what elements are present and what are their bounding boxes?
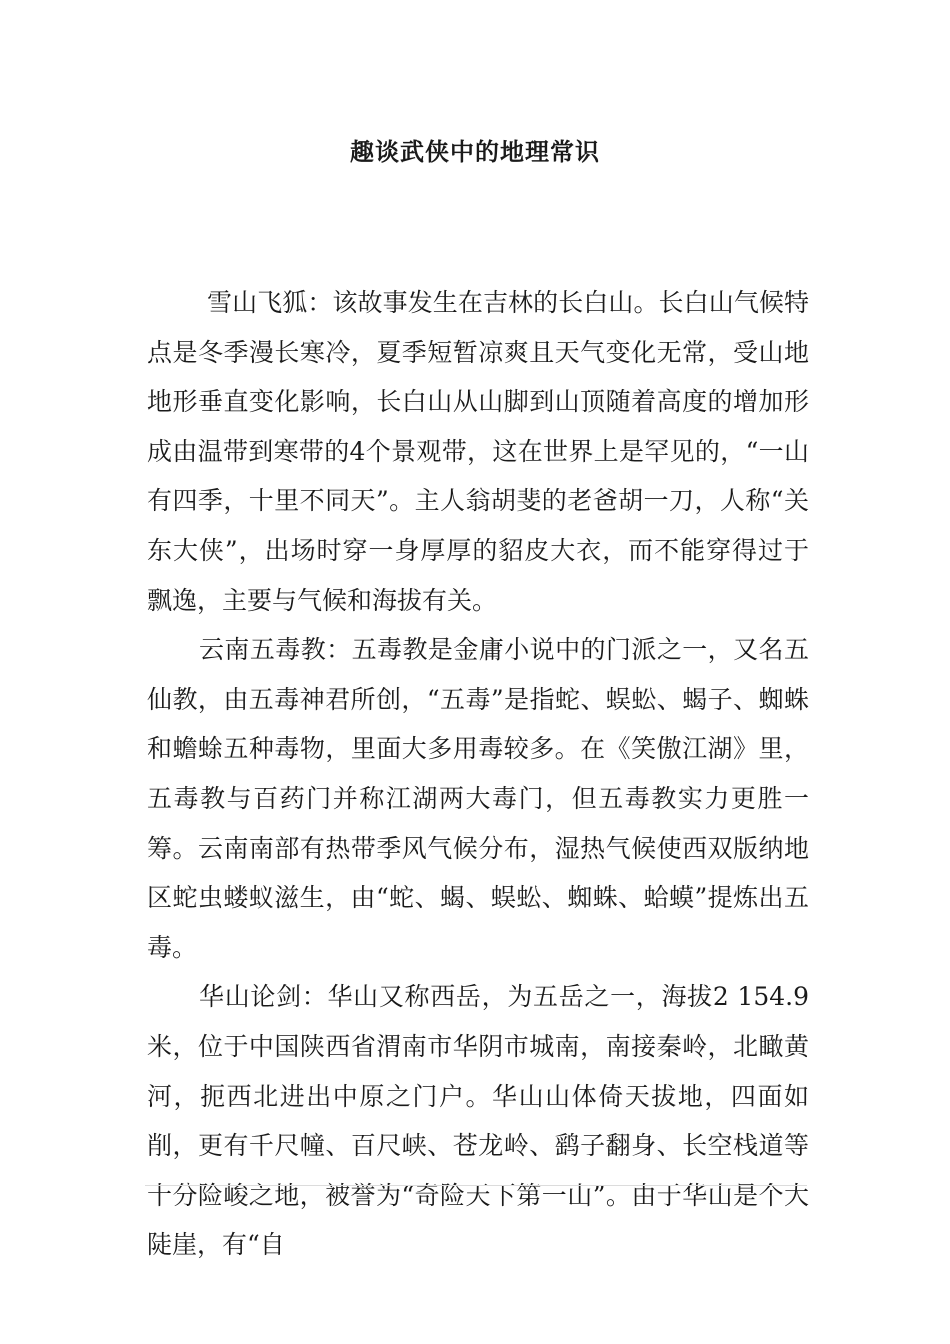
document-body xyxy=(147,278,809,1270)
paragraph-yunnan-wudujiao: 云南五毒教：五毒教是金庸小说中的门派之一，又名五仙教，由五毒神君所创，“五毒”是指蛇、蜈蚣、蝎子、蜘蛛和蟾蜍五种毒物，里面大多用毒较多。在《笑傲江湖》里，五毒教与百药门并称江湖两大毒门，但五毒教实力更胜一筹。云南南部有热带季风气候分布，湿热气候使西双版纳地区蛇虫蝼蚁滋生，由“蛇、蝎、蜈蚣、蜘蛛、蛤蟆”提炼出五毒。 xyxy=(147,635,809,962)
paragraph-huashan-lunjian: 华山论剑：华山又称西岳，为五岳之一，海拔2 154.9米，位于中国陕西省渭南市华阴市城南，南接秦岭，北瞰黄河，扼西北进出中原之门户。华山山体倚天拔地，四面如削，更有千尺幢、百尺峡、苍龙岭、鹞子翻身、长空栈道等十分险峻之地，被誉为“奇险天下第一山”。由于华山是个大陡崖，有“自 xyxy=(147,982,809,1260)
paragraph-xueshan-feihu: 雪山飞狐：该故事发生在吉林的长白山。长白山气候特点是冬季漫长寒冷，夏季短暂凉爽且天气变化无常，受山地地形垂直变化影响，长白山从山脚到山顶随着高度的增加形成由温带到寒带的4个景观带，这在世界上是罕见的，“一山有四季，十里不同天”。主人翁胡斐的老爸胡一刀，人称“关东大侠”，出场时穿一身厚厚的貂皮大衣，而不能穿得过于飘逸，主要与气候和海拔有关。 xyxy=(147,288,809,615)
page-bottom-divider xyxy=(145,1185,807,1186)
document-title: 趣谈武侠中的地理常识 xyxy=(350,137,600,166)
